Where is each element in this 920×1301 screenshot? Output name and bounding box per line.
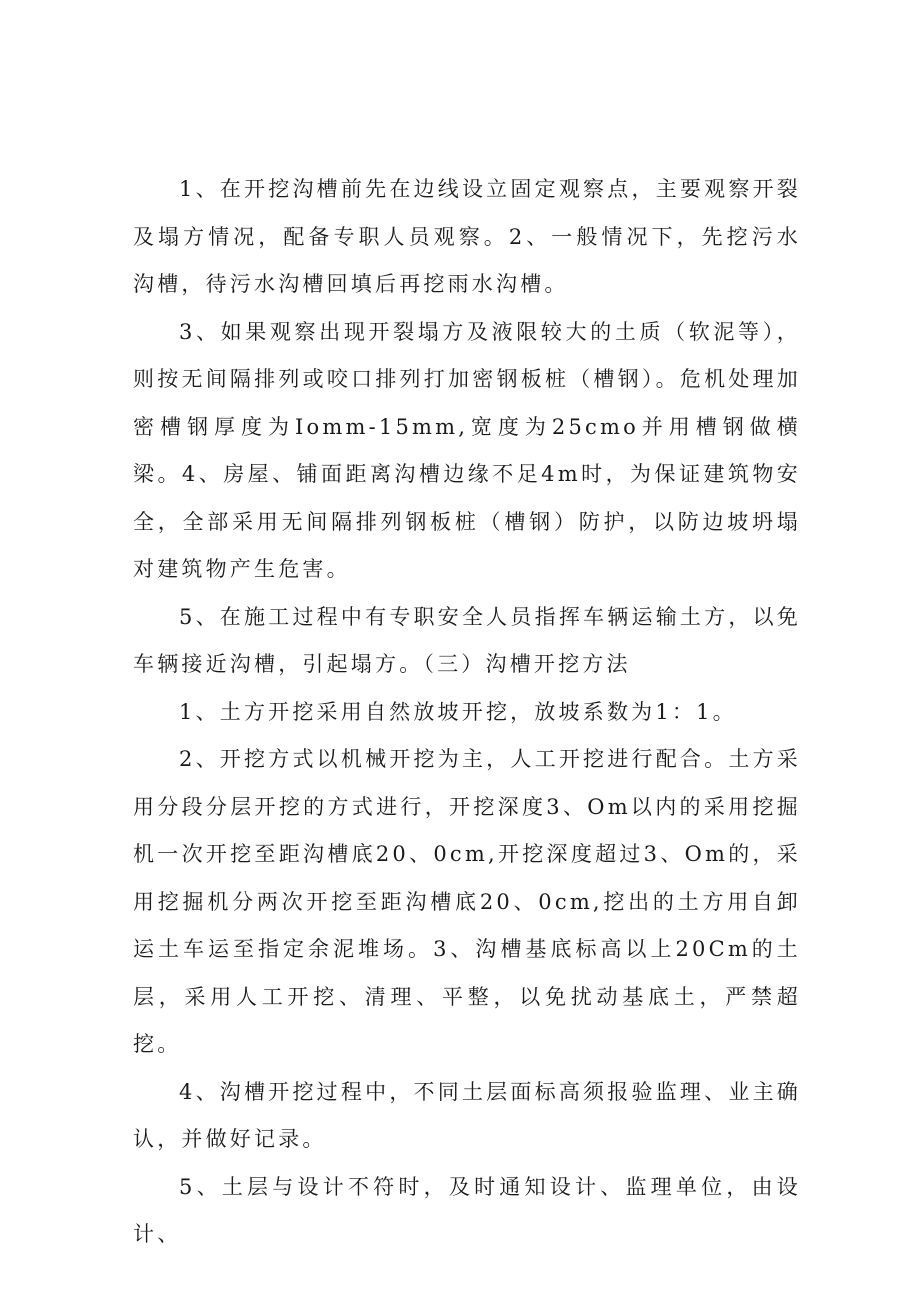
paragraph-5: 2、开挖方式以机械开挖为主，人工开挖进行配合。土方采用分段分层开挖的方式进行，开挖深度3、Om以内的采用挖掘机一次开挖至距沟槽底20、0cm,开挖深度超过3、Om的，采用挖掘机分两次开挖至距沟槽底20、0cm,挖出的土方用自卸运土车运至指定余泥堆场。3、沟槽基底标高以上20Cm的土层，采用人工开挖、清理、平整，以免扰动基底土，严禁超挖。 [133, 747, 801, 1056]
paragraph-4: 1、土方开挖采用自然放坡开挖，放坡系数为1：1。 [179, 699, 737, 724]
paragraph-6: 4、沟槽开挖过程中，不同土层面标高须报验监理、业主确认，并做好记录。 [133, 1079, 801, 1151]
document-body [133, 166, 801, 1259]
paragraph-1: 1、在开挖沟槽前先在边线设立固定观察点，主要观察开裂及塌方情况，配备专职人员观察。2、一般情况下，先挖污水沟槽，待污水沟槽回填后再挖雨水沟槽。 [133, 177, 801, 296]
paragraph-7: 5、土层与设计不符时，及时通知设计、监理单位，由设计、 [133, 1174, 801, 1246]
paragraph-2: 3、如果观察出现开裂塌方及液限较大的土质（软泥等），则按无间隔排列或咬口排列打加密钢板桩（槽钢）。危机处理加密槽钢厚度为Iomm-15mm,宽度为25cmo并用槽钢做横梁。4、房屋、铺面距离沟槽边缘不足4m时，为保证建筑物安全，全部采用无间隔排列钢板桩（槽钢）防护，以防边坡坍塌对建筑物产生危害。 [133, 319, 801, 581]
paragraph-3: 5、在施工过程中有专职安全人员指挥车辆运输土方，以免车辆接近沟槽，引起塌方。（三）沟槽开挖方法 [133, 604, 801, 676]
